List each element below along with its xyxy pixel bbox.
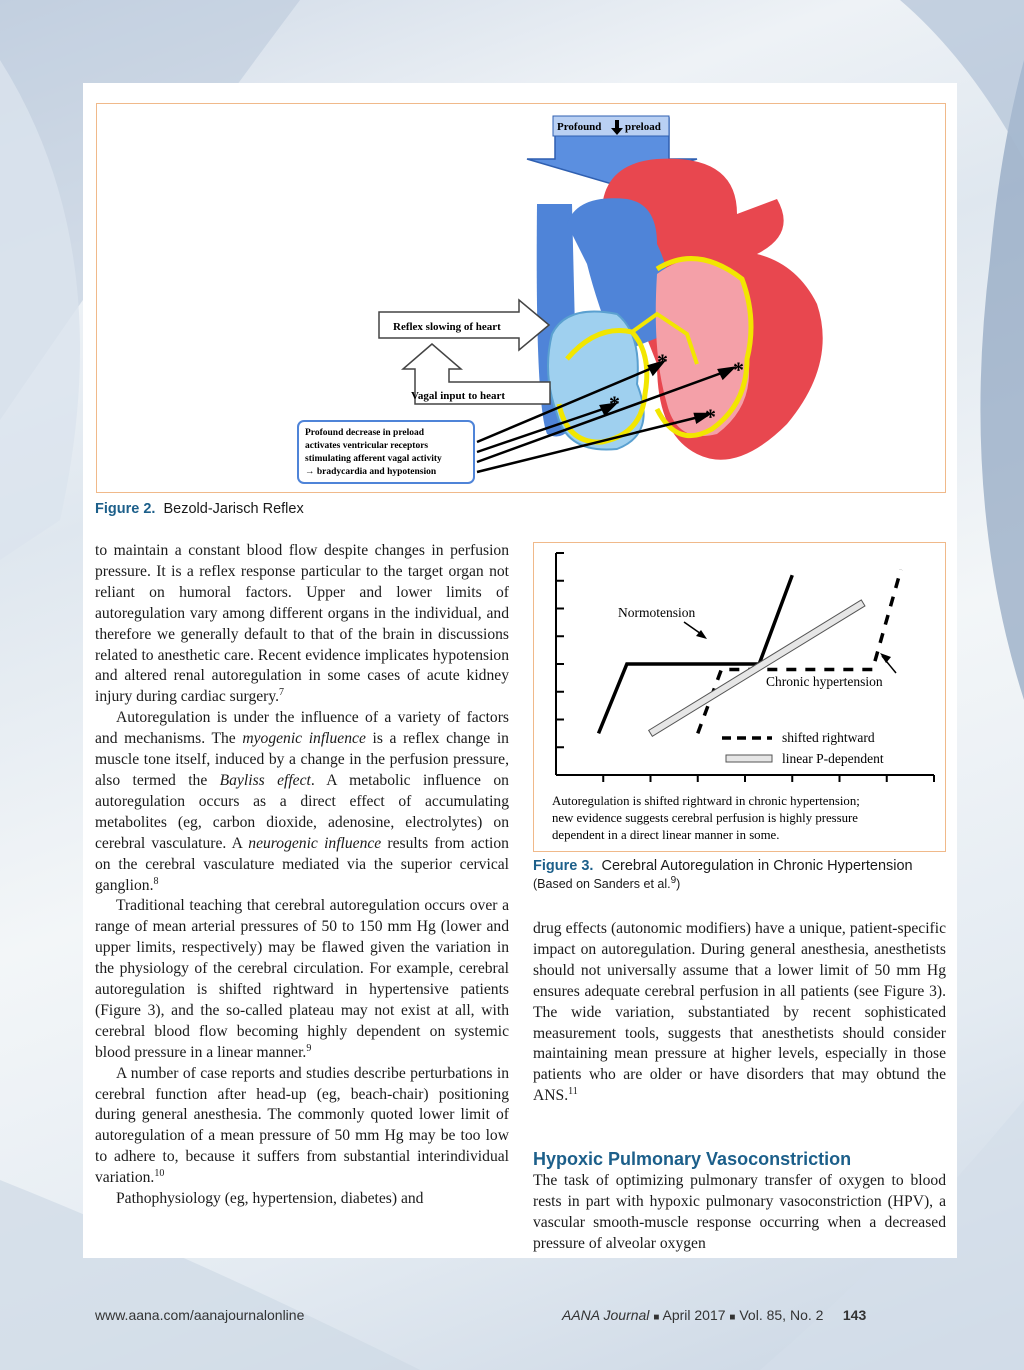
- figure-3-caption-text: Cerebral Autoregulation in Chronic Hypertension: [601, 858, 913, 874]
- reflex-slowing-label: Reflex slowing of heart: [393, 321, 501, 333]
- chart-note-line-2: new evidence suggests cerebral perfusion is highly pressure: [552, 811, 858, 825]
- series-line-1: [698, 570, 901, 734]
- autoregulation-chart: [534, 543, 945, 851]
- normotension-label: Normotension: [618, 605, 696, 620]
- figure-3-frame: [533, 542, 946, 852]
- star-1: *: [657, 349, 668, 374]
- figure-3-label: Figure 3.: [533, 858, 594, 874]
- star-3: *: [733, 357, 744, 382]
- right-paragraph-2: The task of optimizing pulmonary transfer of oxygen to blood rests in part with hypoxic pulmonary vasoconstriction (HPV), a vascular smooth-muscle response occurring when a decreased pressure of alveolar oxygen: [533, 1172, 946, 1252]
- figure-2-label: Figure 2.: [95, 501, 156, 517]
- page-number: 143: [842, 1307, 867, 1323]
- left-paragraph-4: A number of case reports and studies describe perturbations in cerebral function after head-up (eg, beach-chair) positioning during general anesthesia. The commonly quoted lower limit of autoregulation of a mean pressure of 50 mm Hg may be too low to adhere to, because it suffers from substantial interindividual variation.$^{10}$: [95, 1064, 509, 1187]
- chronic-hypertension-label: Chronic hypertension: [766, 674, 883, 689]
- figure-2-frame: [96, 103, 946, 493]
- footer-url: www.aana.com/aanajournalonline: [95, 1307, 305, 1323]
- preload-label-right: preload: [625, 121, 661, 133]
- box-line-4: → bradycardia and hypotension: [305, 467, 437, 477]
- left-paragraph-3: Traditional teaching that cerebral autoregulation occurs over a range of mean arterial pressures of 50 to 150 mm Hg (lower and upper limits, respectively) may be flawed given the variation in the physiology of the cerebral circulation. For example, cerebral autoregulation is shifted rightward in hypertensive patients (Figure 3), and the so-called plateau may not exist at all, with cerebral blood flow becoming highly dependent on systemic blood pressure in a linear manner.$^9$: [95, 897, 509, 1061]
- box-line-3: stimulating afferent vagal activity: [305, 454, 442, 464]
- right-column-bottom: [533, 1171, 946, 1255]
- star-2: *: [609, 391, 620, 416]
- bezold-jarisch-diagram: [97, 104, 945, 492]
- right-column-top: [533, 919, 946, 1107]
- legend-shifted-label: shifted rightward: [782, 730, 875, 745]
- legend-linear-label: linear P-dependent: [782, 751, 884, 766]
- box-line-2: activates ventricular receptors: [305, 441, 429, 451]
- chart-note-line-1: Autoregulation is shifted rightward in chronic hypertension;: [552, 794, 860, 808]
- figure-3-source: (Based on Sanders et al.$^9$): [533, 874, 681, 891]
- footer-citation: AANA Journal ■ April 2017 ■ Vol. 85, No. 2 143: [562, 1307, 867, 1323]
- left-paragraph-2: Autoregulation is under the influence of a variety of factors and mechanisms. The myogenic influence is a reflex change in muscle tone itself, induced by a change in the perfusion pressure, also termed the Bayliss effect. A metabolic influence on autoregulation occurs as a direct effect of accumulating metabolites (eg, carbon dioxide, adenosine, electrolytes) on cerebral vasculature. A neurogenic influence results from action on the cerebral vasculature mediated via the superior cervical ganglion.$^8$: [95, 709, 509, 894]
- preload-label-left: Profound: [557, 121, 602, 133]
- figure-2-caption-text: Bezold-Jarisch Reflex: [163, 501, 304, 517]
- chart-note-line-3: dependent in a direct linear manner in some.: [552, 828, 780, 842]
- figure-3-caption: [533, 857, 953, 893]
- section-heading-hpv: Hypoxic Pulmonary Vasoconstriction: [533, 1149, 852, 1169]
- left-column: [95, 541, 509, 1210]
- right-paragraph-1: drug effects (autonomic modifiers) have a unique, patient-specific impact on autoregulation. During general anesthesia, anesthetists should not universally assume that a lower limit of 50 mm Hg ensures adequate cerebral perfusion in all patients (see Figure 3). The wide variation, substantiated by recent sophisticated measurement tools, suggests that anesthetists should consider maintaining mean pressure at higher levels, especially in those patients who are older or have disorders that may obtund the ANS.$^{11}$: [533, 920, 946, 1105]
- axis-ticks: [556, 553, 934, 782]
- star-4: *: [705, 404, 716, 429]
- figure-2-caption: [95, 500, 304, 518]
- box-line-1: Profound decrease in preload: [305, 428, 425, 438]
- series-layer: [599, 570, 901, 737]
- left-paragraph-5: Pathophysiology (eg, hypertension, diabetes) and: [116, 1190, 424, 1208]
- left-paragraph-1: to maintain a constant blood flow despite changes in perfusion pressure. It is a reflex response particular to the target organ not reliant on humoral factors. Upper and lower limits of autoregulation vary among different organs in the individual, and therefore we generally default to that of the brain in discussions related to anesthetic care. Recent evidence implicates hypotension and altered renal autoregulation in some cases of acute kidney injury during cardiac surgery.$^7$: [95, 542, 509, 706]
- legend-bar-swatch: [726, 755, 772, 762]
- vagal-input-label: Vagal input to heart: [411, 390, 506, 402]
